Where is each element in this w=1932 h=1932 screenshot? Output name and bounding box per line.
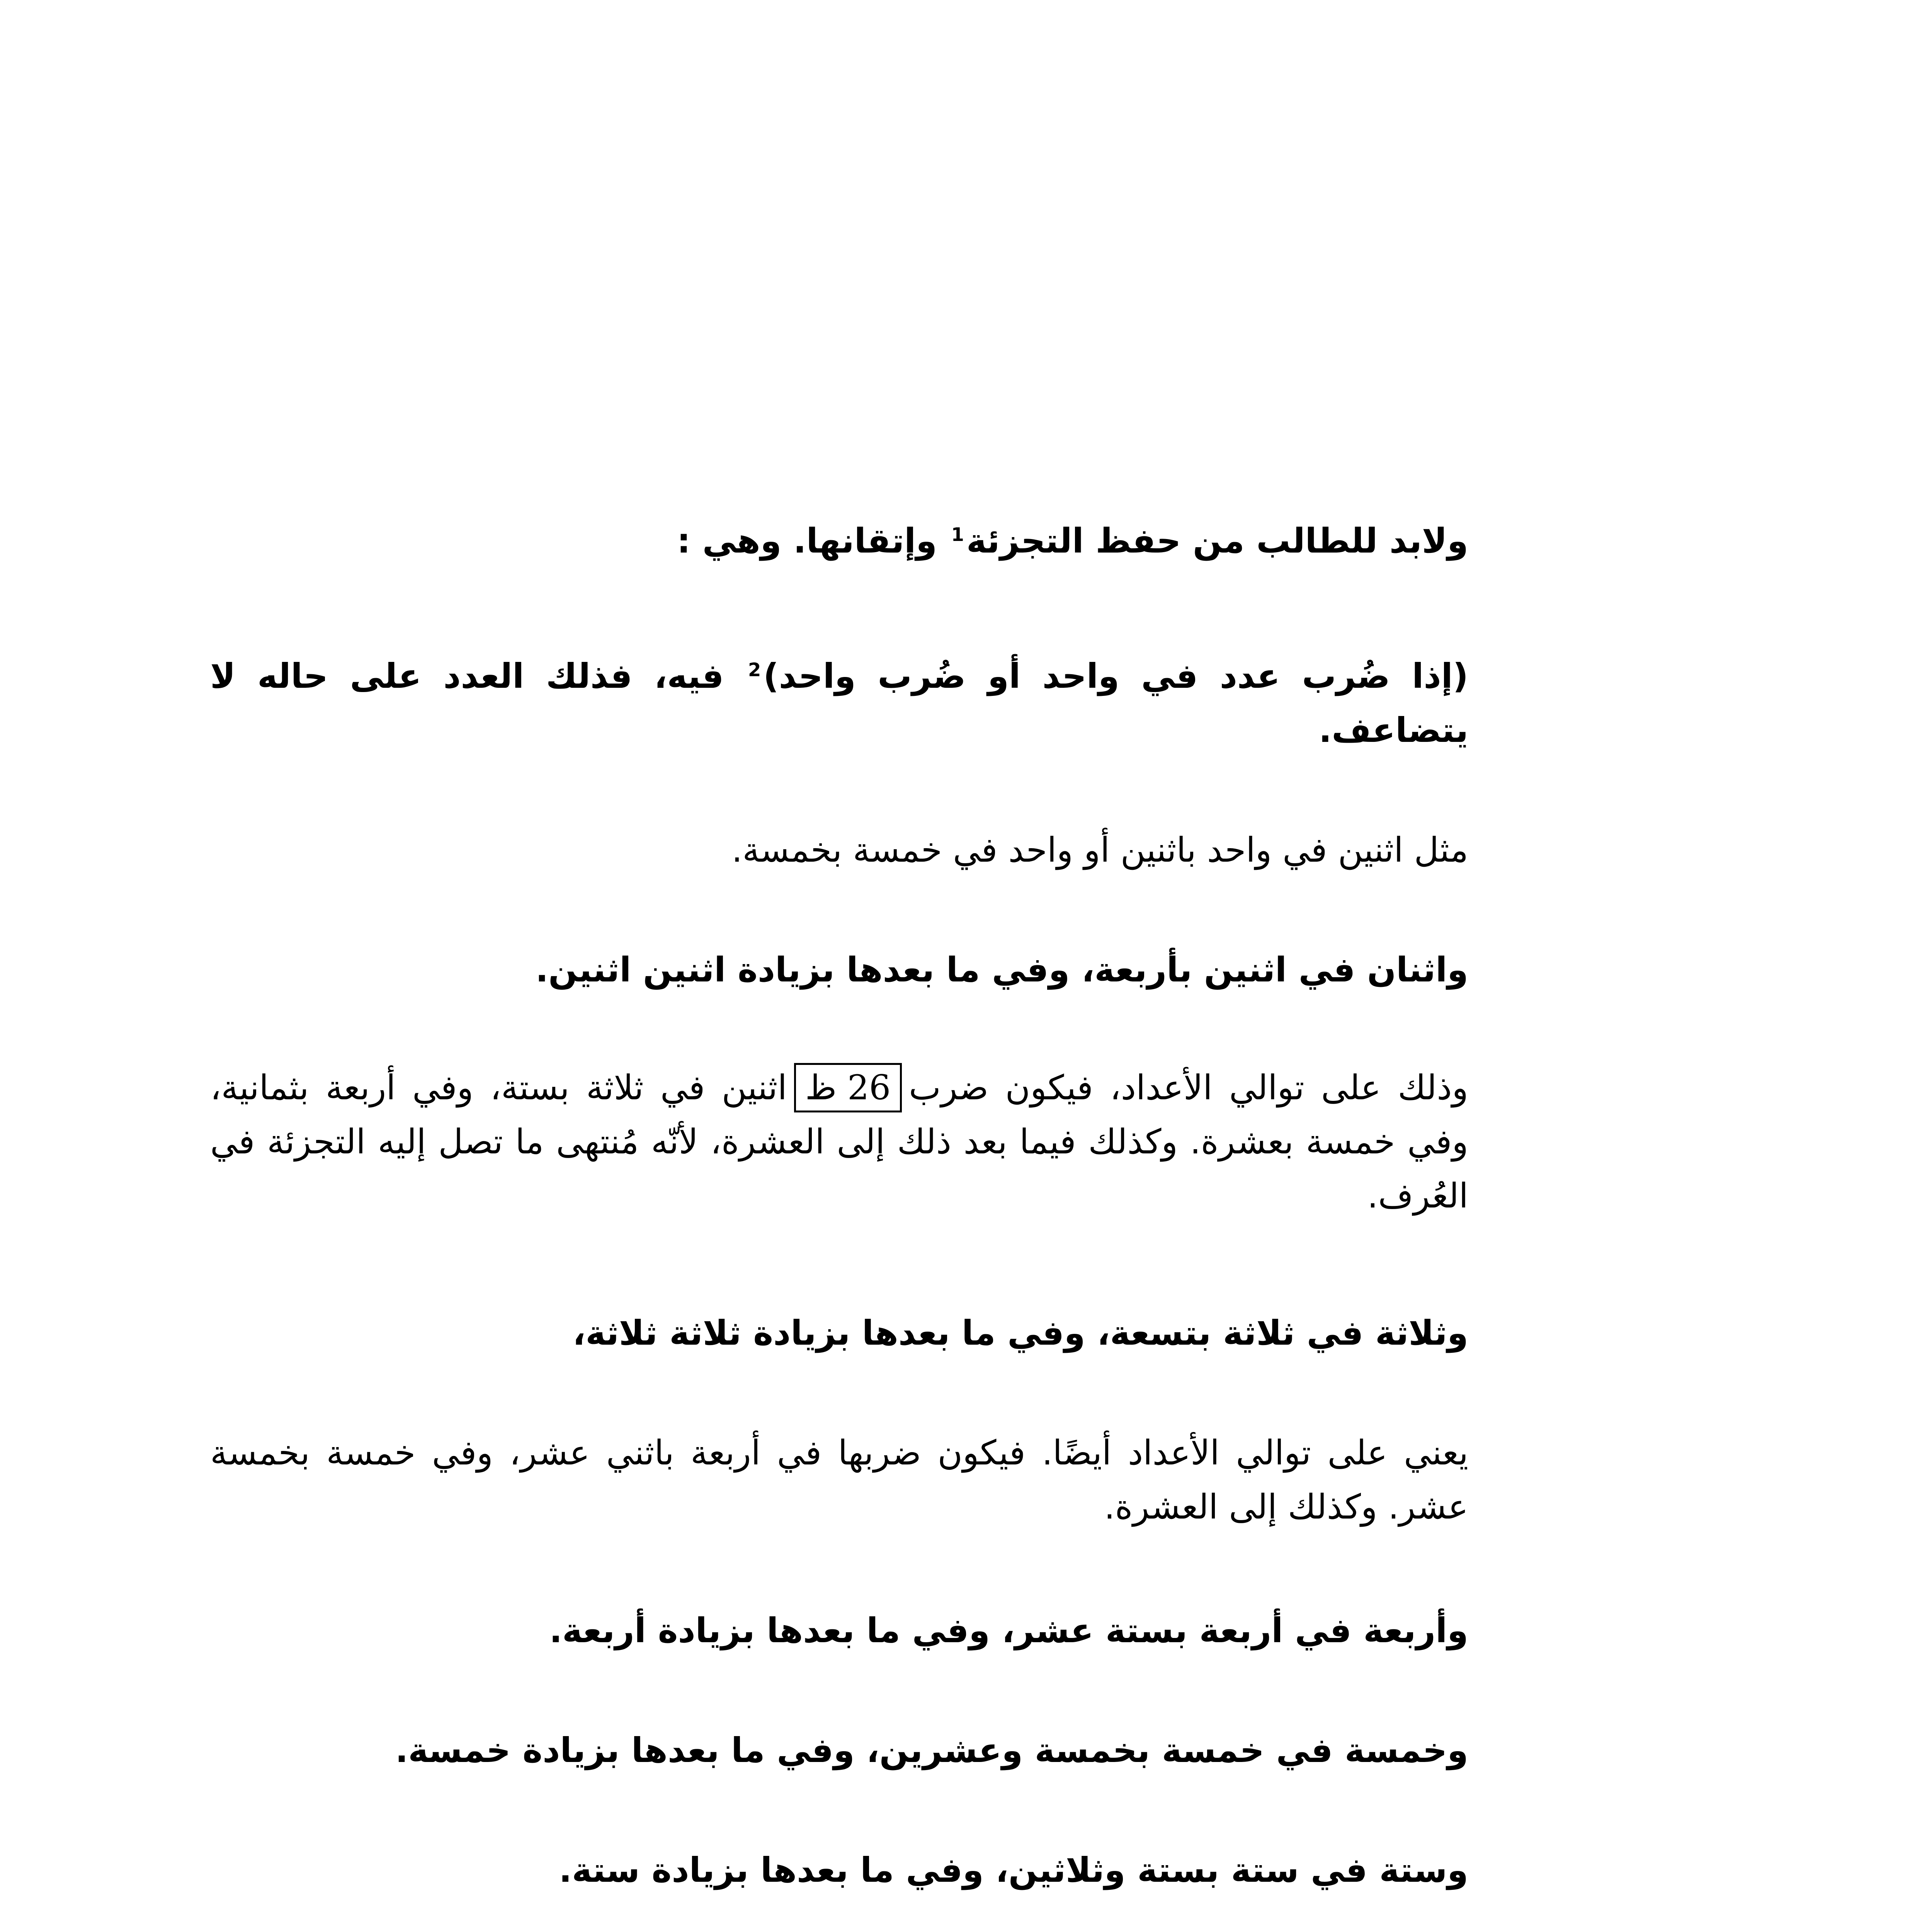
paragraph-6 xyxy=(210,1306,1468,1360)
paragraph-8 xyxy=(210,1604,1468,1658)
paragraph-7-text: يعني على توالي الأعداد أيضًا. فيكون ضربها في أربعة باثني عشر، وفي خمسة بخمسة عشر. وكذلك إلى العشرة. xyxy=(210,1433,1468,1527)
paragraph-5-text-b: اثنين في ثلاثة بستة، وفي أربعة بثمانية، وفي خمسة بعشرة. وكذلك فيما بعد ذلك إلى العشرة، لأنّه مُنتهى ما تصل إليه التجزئة في العُرف. xyxy=(210,1068,1468,1216)
folio-marker: 26 ظ xyxy=(794,1063,902,1112)
paragraph-2-text-b: فيه، فذلك العدد على حاله لا يتضاعف. xyxy=(210,656,1468,750)
paragraph-1-text: ولابد للطالب من حفظ التجزئة xyxy=(966,521,1468,561)
paragraph-7 xyxy=(210,1426,1468,1534)
paragraph-6-text: وثلاثة في ثلاثة بتسعة، وفي ما بعدها بزيادة ثلاثة ثلاثة، xyxy=(572,1313,1468,1353)
footnote-ref-2[interactable]: 2 xyxy=(748,659,761,681)
paragraph-5-text-a: وذلك على توالي الأعداد، فيكون ضرب xyxy=(909,1068,1469,1107)
paragraph-2 xyxy=(210,649,1468,757)
paragraph-4 xyxy=(210,943,1468,997)
paragraph-9-text: وخمسة في خمسة بخمسة وعشرين، وفي ما بعدها بزيادة خمسة. xyxy=(395,1730,1468,1770)
paragraph-10-text: وستة في ستة بستة وثلاثين، وفي ما بعدها بزيادة ستة. xyxy=(559,1850,1468,1890)
paragraph-1 xyxy=(210,514,1468,568)
paragraph-4-text: واثنان في اثنين بأربعة، وفي ما بعدها بزيادة اثنين اثنين. xyxy=(535,950,1468,990)
paragraph-9 xyxy=(210,1723,1468,1777)
footnote-ref-1[interactable]: 1 xyxy=(951,524,964,546)
paragraph-8-text: وأربعة في أربعة بستة عشر، وفي ما بعدها بزيادة أربعة. xyxy=(549,1611,1468,1650)
paragraph-3 xyxy=(210,823,1468,877)
paragraph-1-tail: وإتقانها. وهي : xyxy=(677,521,949,561)
paragraph-10 xyxy=(210,1843,1468,1897)
paragraph-3-text: مثل اثنين في واحد باثنين أو واحد في خمسة بخمسة. xyxy=(731,830,1468,870)
paragraph-2-text-a: (إذا ضُرب عدد في واحد أو ضُرب واحد) xyxy=(763,656,1468,696)
paragraph-5 xyxy=(210,1061,1468,1223)
